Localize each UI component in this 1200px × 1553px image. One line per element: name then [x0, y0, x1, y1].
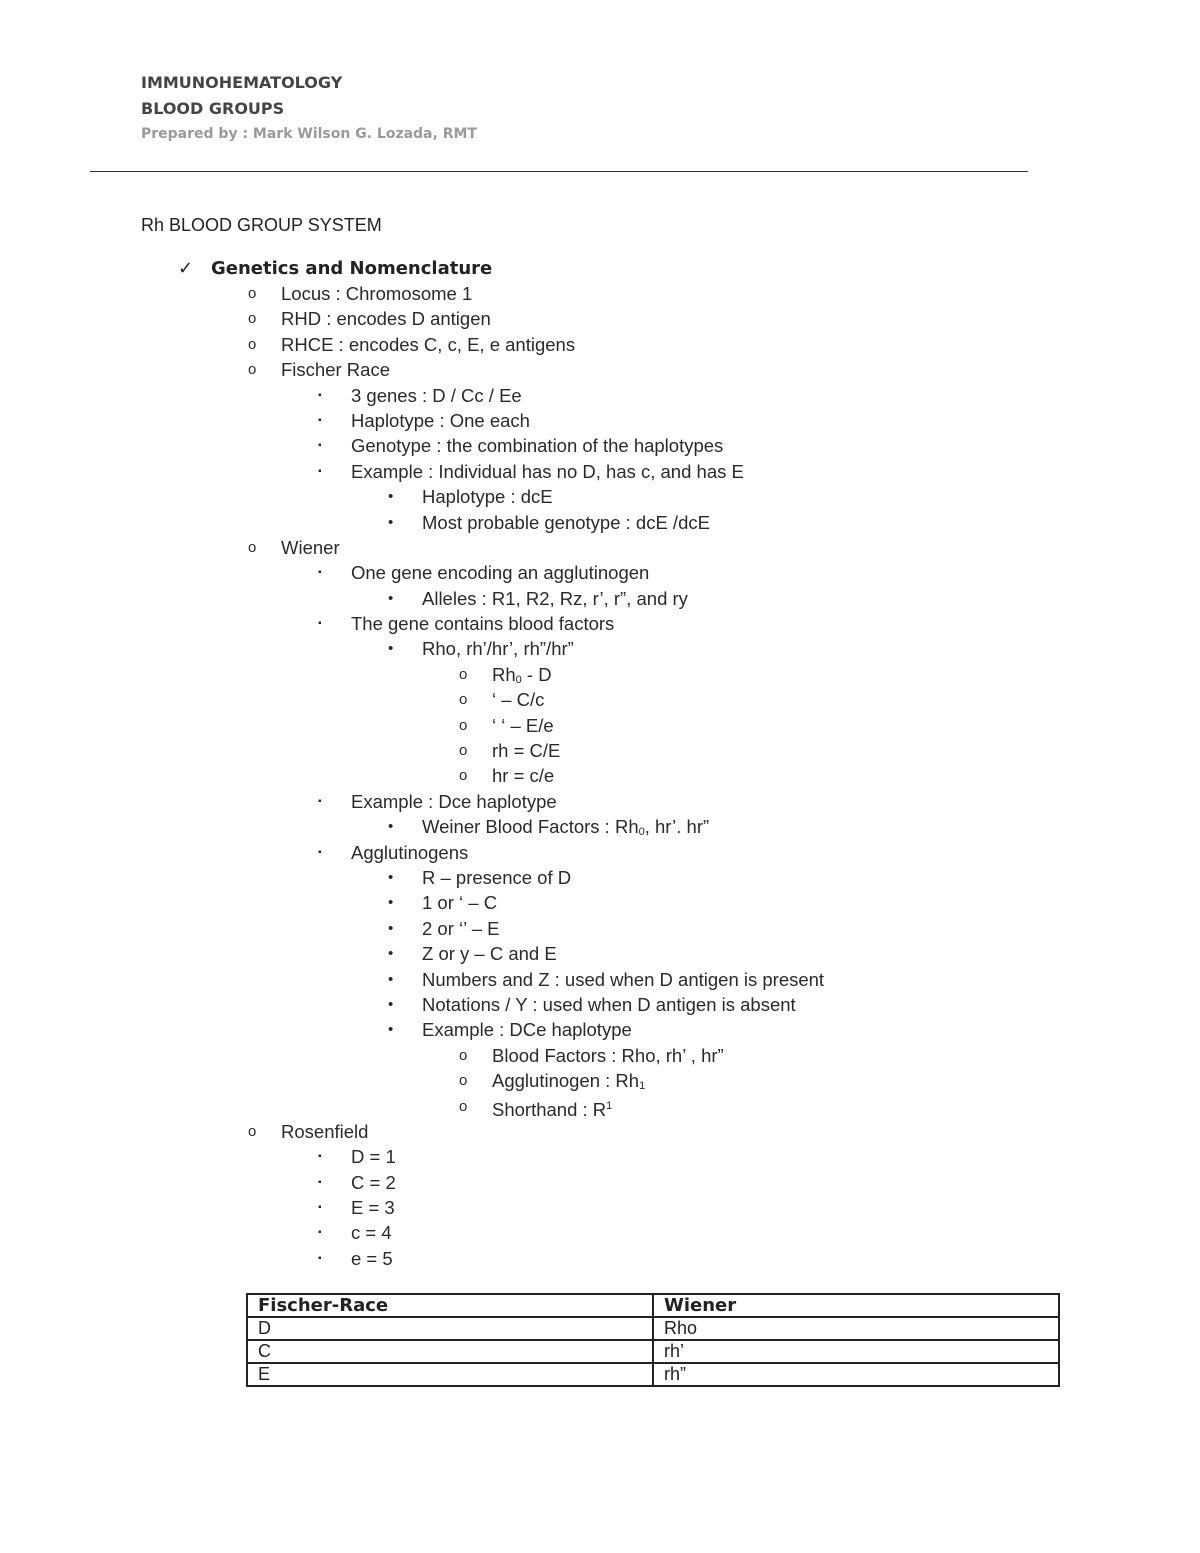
square-bullet-icon: ▪ [318, 465, 322, 477]
list-item-main-text: 1 or ‘ – C [422, 892, 498, 914]
list-item [0, 1246, 1200, 1271]
list-item-text [422, 586, 688, 611]
list-item-main-text: 3 genes : D / Cc / Ee [351, 384, 522, 406]
hollow-circle-bullet-icon: o [459, 665, 468, 683]
list-item-text [422, 865, 571, 890]
list-item-text [351, 611, 614, 636]
list-item-main-text: Alleles : R1, R2, Rz, r’, r”, and ry [422, 587, 688, 609]
subscript: 0 [638, 826, 645, 839]
list-item-text [351, 1144, 396, 1169]
list-item-text [422, 890, 497, 915]
subscript: 1 [639, 1080, 646, 1093]
hollow-circle-bullet-icon: o [248, 538, 257, 556]
list-item-trailing-text: - D [521, 663, 552, 685]
square-bullet-icon: ▪ [318, 618, 322, 630]
table-cell: Rho [653, 1317, 1059, 1340]
hollow-circle-bullet-icon: o [459, 691, 468, 709]
table-cell: D [247, 1317, 653, 1340]
list-item-text [492, 713, 554, 738]
list-item-main-text: Rh [492, 663, 516, 685]
list-item-text [492, 738, 560, 763]
list-item-text [351, 840, 468, 865]
hollow-circle-bullet-icon: o [459, 767, 468, 785]
list-item [0, 281, 1200, 306]
list-item [0, 510, 1200, 535]
round-bullet-icon: • [388, 488, 394, 506]
subheading-label: Genetics and Nomenclature [211, 258, 493, 279]
list-item [0, 459, 1200, 484]
list-item-main-text: Haplotype : One each [351, 409, 530, 431]
hollow-circle-bullet-icon: o [459, 1072, 468, 1090]
list-item [0, 967, 1200, 992]
square-bullet-icon: ▪ [318, 567, 322, 579]
section-title: Rh BLOOD GROUP SYSTEM [141, 215, 382, 235]
round-bullet-icon: • [388, 818, 394, 836]
hollow-circle-bullet-icon: o [248, 310, 257, 328]
list-item-main-text: Most probable genotype : dcE /dcE [422, 511, 710, 533]
list-item-main-text: R – presence of D [422, 866, 572, 888]
list-item-main-text: One gene encoding an agglutinogen [351, 562, 650, 584]
list-item [0, 636, 1200, 661]
list-item [0, 1094, 1200, 1119]
list-item [0, 814, 1200, 839]
table-cell: rh’ [653, 1340, 1059, 1363]
list-item [0, 763, 1200, 788]
list-item [0, 840, 1200, 865]
superscript: 1 [606, 1099, 613, 1112]
list-item [0, 332, 1200, 357]
list-item-text [281, 281, 472, 306]
list-item-main-text: Example : Individual has no D, has c, and has E [351, 460, 744, 482]
table-cell: rh” [653, 1363, 1059, 1386]
list-item [0, 738, 1200, 763]
list-item-text [351, 1220, 392, 1245]
round-bullet-icon: • [388, 513, 394, 531]
list-item [0, 1170, 1200, 1195]
list-item-text [281, 306, 491, 331]
document-header [141, 70, 477, 146]
list-item [0, 357, 1200, 382]
list-item-text [492, 1043, 724, 1068]
hollow-circle-bullet-icon: o [248, 1122, 257, 1140]
square-bullet-icon: ▪ [318, 1151, 322, 1163]
square-bullet-icon: ▪ [318, 389, 322, 401]
table-row [247, 1363, 1059, 1386]
list-item [0, 1195, 1200, 1220]
list-item-main-text: RHCE : encodes C, c, E, e antigens [281, 333, 576, 355]
header-divider [90, 171, 1028, 172]
hollow-circle-bullet-icon: o [248, 285, 257, 302]
list-item-text [281, 332, 575, 357]
round-bullet-icon: • [388, 868, 394, 886]
list-item-text [422, 941, 557, 966]
list-item [0, 890, 1200, 915]
list-item-main-text: Shorthand : R [492, 1098, 607, 1120]
list-item-text [351, 1195, 395, 1220]
list-item [0, 1068, 1200, 1093]
list-item-text [422, 484, 553, 509]
list-item-main-text: D = 1 [351, 1146, 396, 1168]
list-item-main-text: Genotype : the combination of the haplotypes [351, 435, 724, 457]
list-item-text [422, 967, 824, 992]
square-bullet-icon: ▪ [318, 1252, 322, 1264]
list-item-main-text: Haplotype : dcE [422, 486, 553, 508]
round-bullet-icon: • [388, 894, 394, 912]
hollow-circle-bullet-icon: o [459, 1097, 468, 1115]
hollow-circle-bullet-icon: o [459, 716, 468, 734]
header-prepared-by: Prepared by : Mark Wilson G. Lozada, RMT [141, 126, 477, 142]
checkmark-icon: ✓ [178, 258, 194, 278]
list-item-text [351, 408, 530, 433]
table-header-cell: Fischer-Race [247, 1294, 653, 1317]
list-item-text [492, 1094, 612, 1122]
table-header-cell: Wiener [653, 1294, 1059, 1317]
table-row [247, 1317, 1059, 1340]
list-item-main-text: c = 4 [351, 1222, 392, 1244]
square-bullet-icon: ▪ [318, 846, 322, 858]
list-item-text [351, 459, 744, 484]
list-item-text [351, 433, 723, 458]
list-item-text [422, 1017, 632, 1042]
list-item [0, 433, 1200, 458]
list-item-main-text: Fischer Race [281, 359, 390, 381]
list-item [0, 713, 1200, 738]
list-item [0, 1119, 1200, 1144]
hollow-circle-bullet-icon: o [459, 1046, 468, 1064]
subscript: 0 [515, 673, 522, 686]
subheading [178, 256, 492, 281]
list-item [0, 408, 1200, 433]
list-item-main-text: ‘ ‘ – E/e [492, 714, 554, 736]
list-item [0, 992, 1200, 1017]
round-bullet-icon: • [388, 589, 394, 607]
hollow-circle-bullet-icon: o [459, 742, 468, 760]
list-item-main-text: e = 5 [351, 1247, 393, 1269]
list-item-text [281, 535, 340, 560]
round-bullet-icon: • [388, 1021, 394, 1039]
list-item-main-text: Agglutinogen : Rh [492, 1070, 640, 1092]
list-item [0, 941, 1200, 966]
list-item-main-text: hr = c/e [492, 765, 555, 787]
table-cell: E [247, 1363, 653, 1386]
list-item-text [351, 1170, 396, 1195]
list-item-main-text: Numbers and Z : used when D antigen is present [422, 968, 825, 990]
list-item-main-text: ‘ – C/c [492, 689, 545, 711]
list-item [0, 865, 1200, 890]
list-item-main-text: Agglutinogens [351, 841, 469, 863]
list-item [0, 1043, 1200, 1068]
list-item-trailing-text: , hr’. hr” [644, 816, 710, 838]
list-item-main-text: Notations / Y : used when D antigen is absent [422, 993, 796, 1015]
list-item-text [351, 1246, 393, 1271]
list-item-main-text: 2 or ‘’ – E [422, 917, 500, 939]
list-item-main-text: E = 3 [351, 1197, 395, 1219]
list-item [0, 1144, 1200, 1169]
list-item-text [281, 357, 390, 382]
square-bullet-icon: ▪ [318, 440, 322, 452]
list-item-text [422, 916, 499, 941]
list-item [0, 611, 1200, 636]
list-item-text [422, 992, 796, 1017]
round-bullet-icon: • [388, 640, 394, 658]
list-item [0, 383, 1200, 408]
list-item-text [492, 763, 554, 788]
table-header-row [247, 1294, 1059, 1317]
list-item-text [422, 636, 574, 661]
list-item-main-text: rh = C/E [492, 740, 561, 762]
list-item-main-text: Z or y – C and E [422, 943, 557, 965]
round-bullet-icon: • [388, 970, 394, 988]
list-item [0, 586, 1200, 611]
hollow-circle-bullet-icon: o [248, 335, 257, 353]
list-item-text [351, 560, 649, 585]
list-item-main-text: Locus : Chromosome 1 [281, 283, 473, 304]
list-item-main-text: C = 2 [351, 1171, 396, 1193]
list-item-main-text: Example : DCe haplotype [422, 1019, 632, 1041]
list-item-main-text: Weiner Blood Factors : Rh [422, 816, 639, 838]
list-item-text [492, 687, 544, 712]
square-bullet-icon: ▪ [318, 1176, 322, 1188]
list-item-main-text: Rho, rh’/hr’, rh”/hr” [422, 638, 574, 660]
list-item [0, 789, 1200, 814]
round-bullet-icon: • [388, 995, 394, 1013]
list-item-main-text: Wiener [281, 536, 340, 558]
list-item-text [351, 383, 522, 408]
list-item [0, 1220, 1200, 1245]
list-item-text [422, 510, 710, 535]
square-bullet-icon: ▪ [318, 1227, 322, 1239]
list-item [0, 916, 1200, 941]
square-bullet-icon: ▪ [318, 414, 322, 426]
list-item [0, 560, 1200, 585]
table-cell: C [247, 1340, 653, 1363]
round-bullet-icon: • [388, 945, 394, 963]
outline-list [0, 281, 1200, 1271]
nomenclature-table [246, 1293, 1060, 1387]
list-item [0, 484, 1200, 509]
list-item-main-text: Rosenfield [281, 1120, 369, 1142]
list-item-main-text: RHD : encodes D antigen [281, 308, 491, 330]
round-bullet-icon: • [388, 919, 394, 937]
list-item [0, 535, 1200, 560]
list-item-main-text: Blood Factors : Rho, rh’ , hr” [492, 1044, 724, 1066]
list-item [0, 306, 1200, 331]
list-item-main-text: The gene contains blood factors [351, 613, 615, 635]
square-bullet-icon: ▪ [318, 1202, 322, 1214]
list-item-main-text: Example : Dce haplotype [351, 790, 557, 812]
table-row [247, 1340, 1059, 1363]
list-item [0, 662, 1200, 687]
header-course-title: IMMUNOHEMATOLOGY [141, 73, 343, 92]
list-item [0, 687, 1200, 712]
list-item [0, 1017, 1200, 1042]
header-topic-title: BLOOD GROUPS [141, 99, 285, 118]
list-item-text [281, 1119, 368, 1144]
square-bullet-icon: ▪ [318, 795, 322, 807]
list-item-text [351, 789, 557, 814]
hollow-circle-bullet-icon: o [248, 361, 257, 379]
